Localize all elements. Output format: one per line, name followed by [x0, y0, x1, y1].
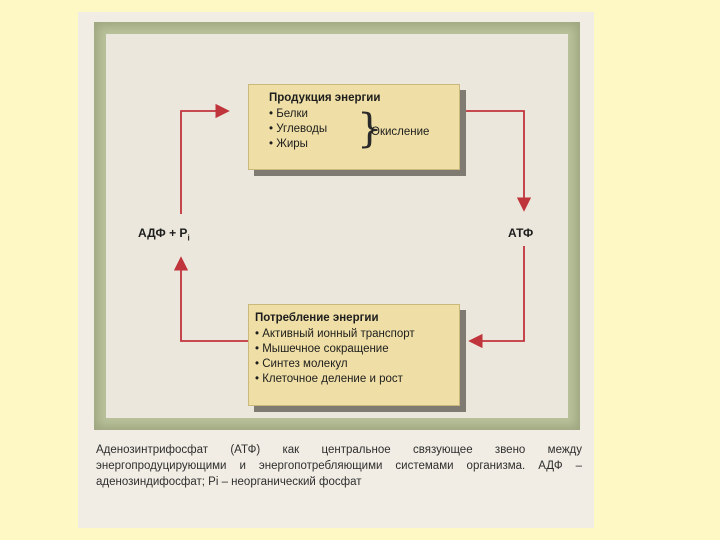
oxidation-label: Окисление — [371, 126, 430, 138]
consumption-item-molecule-synthesis: • Синтез молекул — [255, 358, 348, 370]
production-title: Продукция энергии — [269, 92, 381, 104]
diagram-frame — [94, 22, 580, 430]
adp-label — [138, 226, 190, 242]
diagram-panel — [106, 34, 568, 418]
consumption-title: Потребление энергии — [255, 312, 379, 324]
consumption-item-muscle-contraction: • Мышечное сокращение — [255, 343, 389, 355]
energy-consumption-box — [248, 304, 460, 406]
production-item-proteins: • Белки — [269, 108, 308, 120]
atp-label: АТФ — [508, 226, 534, 240]
consumption-item-cell-division: • Клеточное деление и рост — [255, 373, 403, 385]
arrow-to-production — [181, 111, 228, 214]
arrow-to-atf — [458, 111, 524, 210]
consumption-item-ion-transport: • Активный ионный транспорт — [255, 328, 415, 340]
figure-caption: Аденозинтрифосфат (АТФ) как центральное связующее звено между энергопродуцирующими и энергопотребляющими системами организма. АДФ – аденозиндифосфат; Pi – неорганический фосфат — [96, 444, 582, 488]
arrow-to-adp — [181, 258, 248, 341]
figure-scan — [78, 12, 594, 528]
adp-label-text: АДФ + P — [138, 226, 188, 240]
production-item-fats: • Жиры — [269, 138, 308, 150]
curly-brace-icon: } — [357, 106, 383, 152]
energy-production-box — [248, 84, 460, 170]
consumption-list — [255, 327, 415, 387]
production-list — [269, 107, 327, 152]
production-item-carbohydrates: • Углеводы — [269, 123, 328, 135]
adp-label-subscript: i — [187, 233, 190, 243]
arrow-to-consumption — [470, 246, 524, 341]
